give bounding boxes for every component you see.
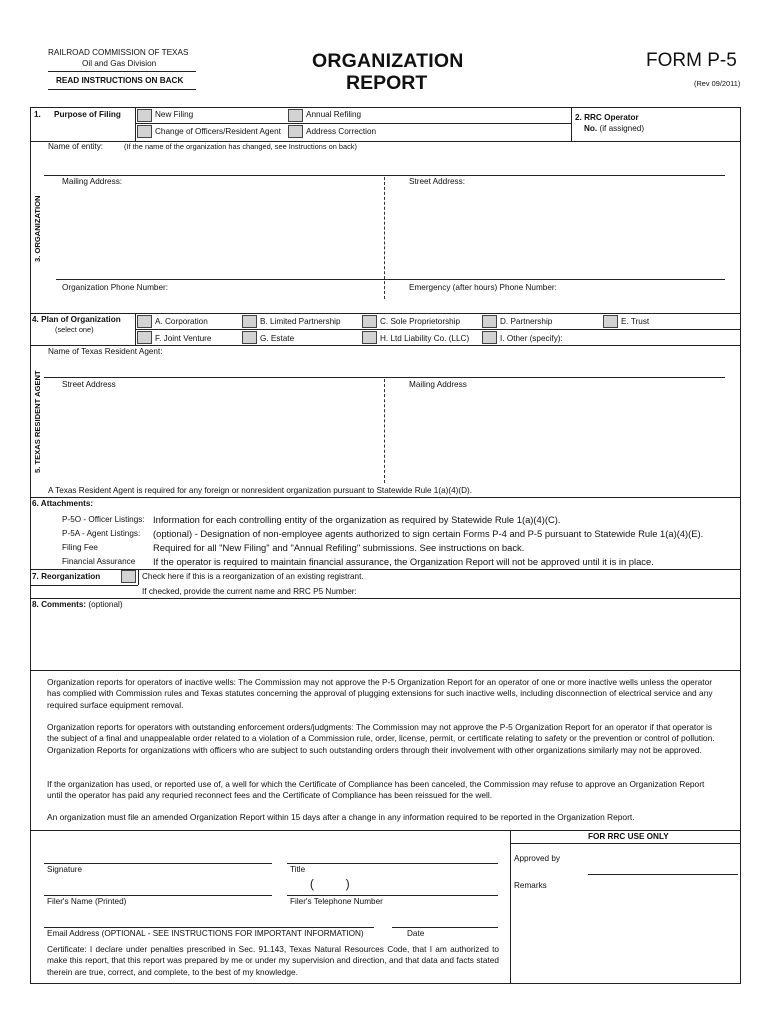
- signature-field[interactable]: [44, 863, 272, 864]
- annual-refiling-checkbox[interactable]: [288, 109, 303, 122]
- approved-by-label: Approved by: [514, 854, 560, 863]
- estate-checkbox[interactable]: [242, 331, 257, 344]
- email-field[interactable]: [44, 927, 374, 928]
- s1-label: Purpose of Filing: [54, 110, 121, 119]
- name-of-entity-field[interactable]: [44, 175, 725, 176]
- title-label: Title: [290, 865, 306, 874]
- note-enforcement-orders: Organization reports for operators with outstanding enforcement orders/judgments: The Commission may not approve the P-5 Organization Report for an operator if that operator is the subject of a final and unappealable order related to a violation of a Commission rule, order, license, permit, or certificate relating to safety or the prevention or control of pollution. Organization Reports for organizations with officers who are subject to such outstanding orders through their involvement with other organizations similarly may not be approved.: [47, 722, 715, 755]
- attachment-p5o-name: P-5O - Officer Listings:: [62, 515, 145, 524]
- other-label: I. Other (specify):: [500, 334, 563, 343]
- resident-agent-name-field[interactable]: [44, 377, 725, 378]
- estate-label: G. Estate: [260, 334, 295, 343]
- form-title-line2: REPORT: [346, 72, 428, 94]
- title-field[interactable]: [287, 863, 498, 864]
- rrc-operator-no-label: No. (if assigned): [584, 124, 645, 133]
- attachment-p5a-name: P-5A - Agent Listings:: [62, 529, 141, 538]
- phone-area-code-parens[interactable]: ( ): [310, 879, 350, 891]
- limited-partnership-checkbox[interactable]: [242, 315, 257, 328]
- annual-refiling-label: Annual Refiling: [306, 110, 362, 119]
- note-certificate-canceled: If the organization has used, or reported use of, a well for which the Certificate of Compliance has been canceled, the Commission may refuse to approve an Organization Report until the operator has paid any requried reconnect fees and the Certificate of Compliance has been reissued for the well.: [47, 779, 705, 801]
- llc-checkbox[interactable]: [362, 331, 377, 344]
- form-number: FORM P-5: [646, 50, 737, 71]
- attachment-fee-name: Filing Fee: [62, 543, 98, 552]
- note-inactive-wells: Organization reports for operators of inactive wells: The Commission may not approve the P-5 Organization Report for an operator of one or more inactive wells unless the operator has complied with Commission rules and Texas statutes concerning the approval of plugging extensions for such inactive wells, including disconnection of electrical service and any required surface equipment removal.: [47, 677, 713, 710]
- corporation-label: A. Corporation: [155, 317, 208, 326]
- emergency-phone-label: Emergency (after hours) Phone Number:: [409, 283, 557, 292]
- attachment-fee-desc: Required for all "New Filing" and "Annual Refiling" submissions. See instructions on back.: [153, 542, 525, 553]
- comments-field[interactable]: [32, 612, 738, 667]
- org-phone-label: Organization Phone Number:: [62, 283, 169, 292]
- plan-of-org-label: 4. Plan of Organization: [32, 315, 121, 324]
- limited-partnership-label: B. Limited Partnership: [260, 317, 341, 326]
- agency-name: RAILROAD COMMISSION OF TEXAS: [48, 48, 189, 57]
- read-instructions: READ INSTRUCTIONS ON BACK: [56, 76, 184, 85]
- trust-checkbox[interactable]: [603, 315, 618, 328]
- reorganization-checkbox[interactable]: [121, 570, 136, 583]
- comments-label: 8. Comments: (optional): [32, 600, 123, 609]
- filers-name-field[interactable]: [44, 895, 272, 896]
- s1-number: 1.: [34, 110, 41, 119]
- revision-date: (Rev 09/2011): [694, 79, 741, 88]
- certificate-text: Certificate: I declare under penalties prescribed in Sec. 91.143, Texas Natural Resources Code, that I am authorized to make this report, that this report was prepared by me or under my supervision and direction, and that data and facts stated therein are true, correct, and complete, to the best of my knowledge.: [47, 944, 499, 977]
- remarks-label: Remarks: [514, 881, 547, 890]
- resident-agent-name-label: Name of Texas Resident Agent:: [48, 347, 163, 356]
- joint-venture-checkbox[interactable]: [137, 331, 152, 344]
- rrc-use-only-label: FOR RRC USE ONLY: [588, 832, 669, 841]
- agent-street-label: Street Address: [62, 380, 116, 389]
- address-correction-checkbox[interactable]: [288, 125, 303, 138]
- attachment-p5a-desc: (optional) - Designation of non-employee agents authorized to sign certain Forms P-4 and P-5 pursuant to Statewide Rule 1(a)(4)(E).: [153, 528, 704, 539]
- sole-proprietorship-checkbox[interactable]: [362, 315, 377, 328]
- street-address-label: Street Address:: [409, 177, 465, 186]
- reorganization-check-text: Check here if this is a reorganization of an existing registrant.: [142, 572, 364, 581]
- reorganization-label: 7. Reorganization: [32, 572, 101, 581]
- llc-label: H. Ltd Liability Co. (LLC): [380, 334, 470, 343]
- partnership-label: D. Partnership: [500, 317, 553, 326]
- new-filing-checkbox[interactable]: [137, 109, 152, 122]
- sole-proprietorship-label: C. Sole Proprietorship: [380, 317, 461, 326]
- form-title-line1: ORGANIZATION: [312, 50, 464, 72]
- attachment-p5o-desc: Information for each controlling entity of the organization as required by Statewide Rule 1(a)(4)(C).: [153, 514, 561, 525]
- approved-by-field[interactable]: [588, 874, 738, 875]
- name-of-entity-label: Name of entity:: [48, 142, 104, 151]
- division-name: Oil and Gas Division: [82, 59, 157, 68]
- trust-label: E. Trust: [621, 317, 650, 326]
- rrc-operator-label: 2. RRC Operator: [575, 113, 639, 122]
- organization-side-label: 3. ORGANIZATION: [33, 195, 42, 262]
- new-filing-label: New Filing: [155, 110, 194, 119]
- partnership-checkbox[interactable]: [482, 315, 497, 328]
- date-label: Date: [407, 929, 425, 938]
- plan-select-one: (select one): [55, 325, 94, 334]
- note-amended-report: An organization must file an amended Organization Report within 15 days after a change in any information required to be reported in the Organization Report.: [47, 812, 635, 822]
- other-checkbox[interactable]: [482, 331, 497, 344]
- joint-venture-label: F. Joint Venture: [155, 334, 212, 343]
- email-label: Email Address (OPTIONAL - SEE INSTRUCTIONS FOR IMPORTANT INFORMATION): [47, 929, 364, 938]
- corporation-checkbox[interactable]: [137, 315, 152, 328]
- reorganization-if-checked: If checked, provide the current name and RRC P5 Number:: [142, 587, 357, 596]
- agent-mailing-label: Mailing Address: [409, 380, 467, 389]
- attachments-label: 6. Attachments:: [32, 499, 94, 508]
- address-correction-label: Address Correction: [306, 127, 377, 136]
- name-of-entity-note: (If the name of the organization has changed, see Instructions on back): [124, 142, 357, 151]
- resident-agent-note: A Texas Resident Agent is required for any foreign or nonresident organization pursuant to Statewide Rule 1(a)(4)(D).: [48, 486, 473, 495]
- resident-agent-side-label: 5. TEXAS RESIDENT AGENT: [33, 370, 42, 473]
- mailing-address-label: Mailing Address:: [62, 177, 123, 186]
- filers-name-label: Filer's Name (Printed): [47, 897, 127, 906]
- attachment-fa-desc: If the operator is required to maintain financial assurance, the Organization Report will not be approved until it is in place.: [153, 556, 654, 567]
- attachment-fa-name: Financial Assurance: [62, 557, 136, 566]
- signature-label: Signature: [47, 865, 83, 874]
- change-officers-checkbox[interactable]: [137, 125, 152, 138]
- date-field[interactable]: [392, 927, 498, 928]
- filers-phone-field[interactable]: [287, 895, 498, 896]
- change-officers-label: Change of Officers/Resident Agent: [155, 127, 281, 136]
- filers-phone-label: Filer's Telephone Number: [290, 897, 383, 906]
